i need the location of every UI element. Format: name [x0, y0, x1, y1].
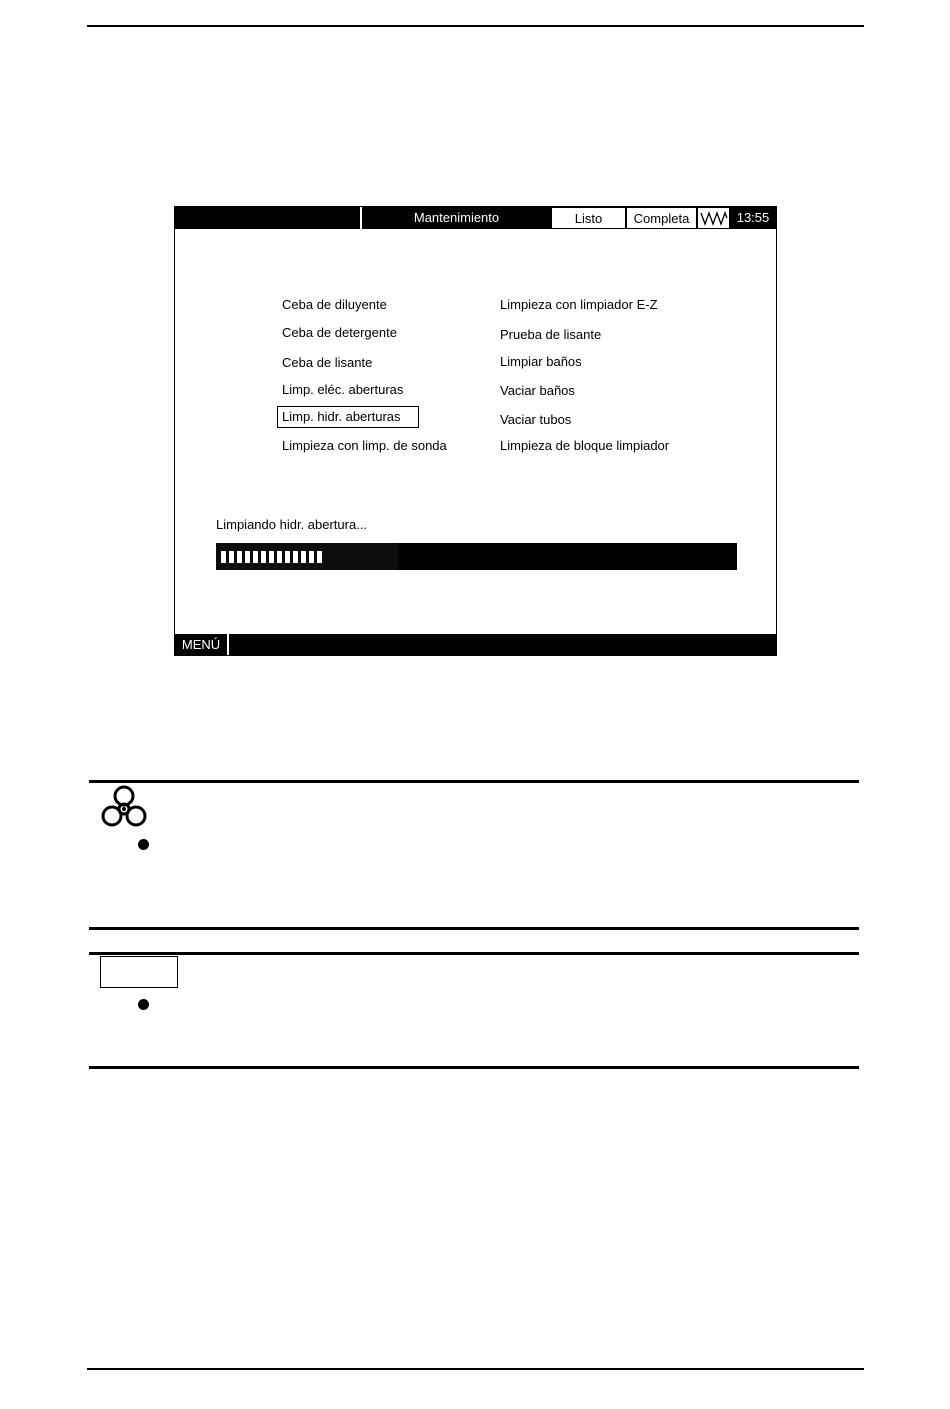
header-blank-area: [175, 207, 362, 229]
menu-item-limp-hidr-aberturas[interactable]: Limp. hidr. aberturas: [277, 406, 419, 428]
menu-item-limp-elec-aberturas[interactable]: Limp. eléc. aberturas: [282, 382, 404, 397]
progress-block: [245, 551, 250, 563]
progress-block: [317, 551, 322, 563]
device-screen: [174, 206, 777, 656]
progress-block: [285, 551, 290, 563]
warning-bottom-rule: [89, 927, 859, 930]
menu-item-prueba-lisante[interactable]: Prueba de lisante: [500, 327, 602, 342]
progress-block: [253, 551, 258, 563]
biohazard-icon: [98, 783, 150, 833]
menu-item-ceba-detergente[interactable]: Ceba de detergente: [282, 325, 397, 340]
clock-time: 13:55: [730, 207, 776, 229]
progress-block: [221, 551, 226, 563]
note-label-box: [100, 956, 178, 988]
bottom-page-rule: [87, 1368, 864, 1370]
note-bullet: [138, 999, 149, 1010]
mode-indicator: Completa: [626, 207, 697, 229]
menu-item-ceba-diluyente[interactable]: Ceba de diluyente: [282, 297, 387, 312]
progress-block: [261, 551, 266, 563]
menu-item-vaciar-banos[interactable]: Vaciar baños: [500, 383, 575, 398]
menu-item-vaciar-tubos[interactable]: Vaciar tubos: [500, 412, 572, 427]
menu-button[interactable]: MENÚ: [175, 634, 229, 655]
menu-item-limpiar-banos[interactable]: Limpiar baños: [500, 354, 582, 369]
progress-block: [293, 551, 298, 563]
progress-block: [229, 551, 234, 563]
warning-bullet: [138, 839, 149, 850]
progress-bar: [216, 543, 737, 570]
progress-block: [309, 551, 314, 563]
note-top-rule: [89, 952, 859, 955]
menu-item-limpieza-ez[interactable]: Limpieza con limpiador E-Z: [500, 297, 658, 312]
screen-footer-bar: [175, 634, 776, 655]
progress-block: [237, 551, 242, 563]
status-indicator: Listo: [551, 207, 626, 229]
screen-title: Mantenimiento: [362, 207, 551, 229]
menu-item-ceba-lisante[interactable]: Ceba de lisante: [282, 355, 373, 370]
progress-blocks: [221, 551, 322, 563]
progress-block: [277, 551, 282, 563]
screen-header-bar: [175, 207, 776, 229]
waveform-icon: [697, 207, 730, 229]
note-bottom-rule: [89, 1066, 859, 1069]
menu-item-limpieza-sonda[interactable]: Limpieza con limp. de sonda: [282, 438, 447, 453]
progress-label: Limpiando hidr. abertura...: [216, 517, 368, 532]
top-page-rule: [87, 25, 864, 27]
menu-item-limpieza-bloque[interactable]: Limpieza de bloque limpiador: [500, 438, 670, 453]
progress-block: [269, 551, 274, 563]
warning-top-rule: [89, 780, 859, 783]
progress-block: [301, 551, 306, 563]
